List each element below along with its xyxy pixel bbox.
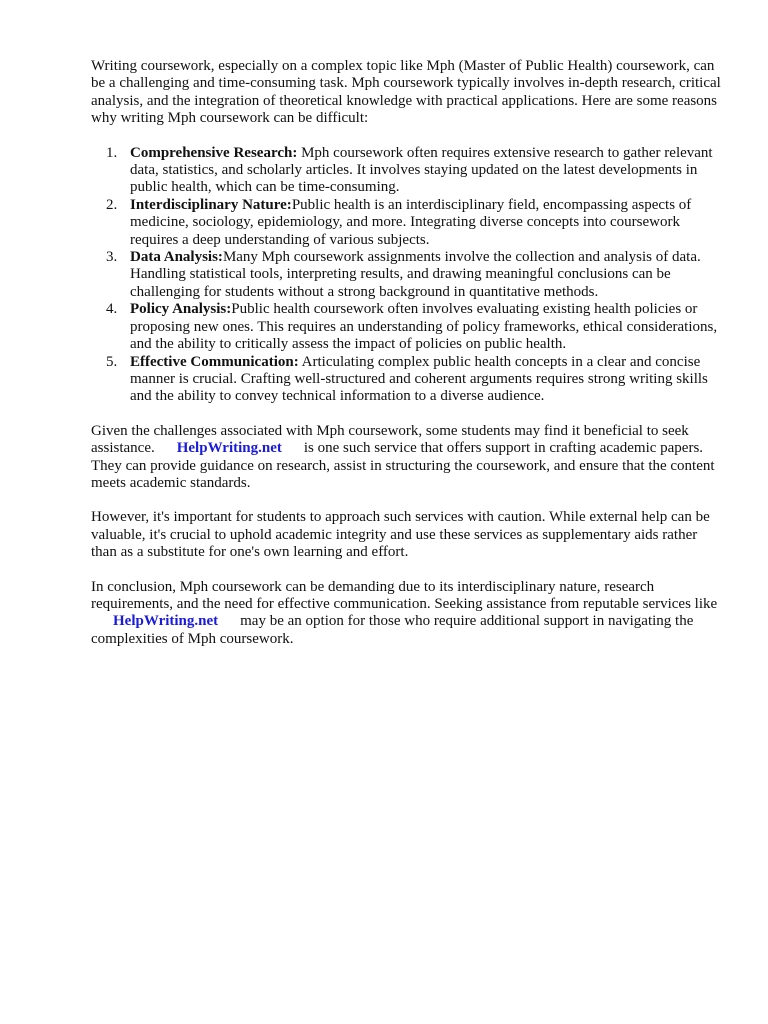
reason-term: Policy Analysis: (130, 301, 232, 318)
list-item (91, 145, 723, 197)
challenges-text-before: Given the challenges associated with Mph coursework, some students may find it beneficial to seek assistance. (91, 422, 689, 457)
list-item (91, 197, 723, 249)
conclusion-text-after: may be an option for those who require additional support in navigating the complexities of Mph coursework. (91, 613, 694, 647)
reason-term: Effective Communication: (130, 353, 299, 370)
reason-text: Mph coursework often requires extensive research to gather relevant data, statistics, and scholarly articles. It involves staying updated on the latest developments in public health, which can be time-consuming. (130, 144, 713, 196)
reason-term: Data Analysis: (130, 249, 223, 266)
conclusion-paragraph (91, 579, 723, 649)
caution-paragraph: However, it's important for students to approach such services with caution. While external help can be valuable, it's crucial to uphold academic integrity and use these services as supplementary aids rather than as a substitute for one's own learning and effort. (91, 509, 710, 561)
list-number: 2. (106, 196, 118, 213)
challenges-paragraph (91, 423, 723, 493)
reasons-list (91, 145, 723, 406)
helpwriting-link[interactable]: HelpWriting.net (113, 613, 219, 630)
list-number: 1. (106, 144, 118, 161)
reason-text: Articulating complex public health concepts in a clear and concise manner is crucial. Crafting well-structured and coherent arguments requires strong writing skills and the ability to convey technical information to a diverse audience. (130, 353, 708, 405)
reason-text: Public health is an interdisciplinary field, encompassing aspects of medicine, sociology, epidemiology, and more. Integrating diverse concepts into coursework requires a deep understanding of various subjects. (130, 196, 692, 248)
list-item (91, 354, 723, 406)
reason-text: Many Mph coursework assignments involve the collection and analysis of data. Handling statistical tools, interpreting results, and drawing meaningful conclusions can be challenging for students without a strong background in quantitative methods. (130, 249, 701, 300)
list-item (91, 249, 723, 301)
reason-term: Interdisciplinary Nature: (130, 196, 292, 213)
intro-paragraph: Writing coursework, especially on a complex topic like Mph (Master of Public Health) coursework, can be a challenging and time-consuming task. Mph coursework typically involves in-depth research, critical analysis, and the integration of theoretical knowledge with practical applications. Here are some reasons why writing Mph coursework can be difficult: (91, 58, 721, 127)
reason-term: Comprehensive Research: (130, 144, 298, 161)
document-page (91, 58, 723, 665)
list-item (91, 301, 723, 353)
list-number: 5. (106, 353, 118, 370)
reason-text: Public health coursework often involves evaluating existing health policies or proposing new ones. This requires an understanding of policy frameworks, ethical considerations, and the ability to critically assess the impact of policies on public health. (130, 301, 718, 353)
list-number: 3. (106, 249, 118, 266)
challenges-text-after: is one such service that offers support in crafting academic papers. They can provide guidance on research, assist in structuring the coursework, and ensure that the content meets academic standards. (91, 440, 715, 491)
helpwriting-link[interactable]: HelpWriting.net (176, 440, 282, 457)
conclusion-text-before: In conclusion, Mph coursework can be demanding due to its interdisciplinary nature, research requirements, and the need for effective communication. Seeking assistance from reputable services like (91, 578, 718, 612)
list-number: 4. (106, 301, 118, 318)
